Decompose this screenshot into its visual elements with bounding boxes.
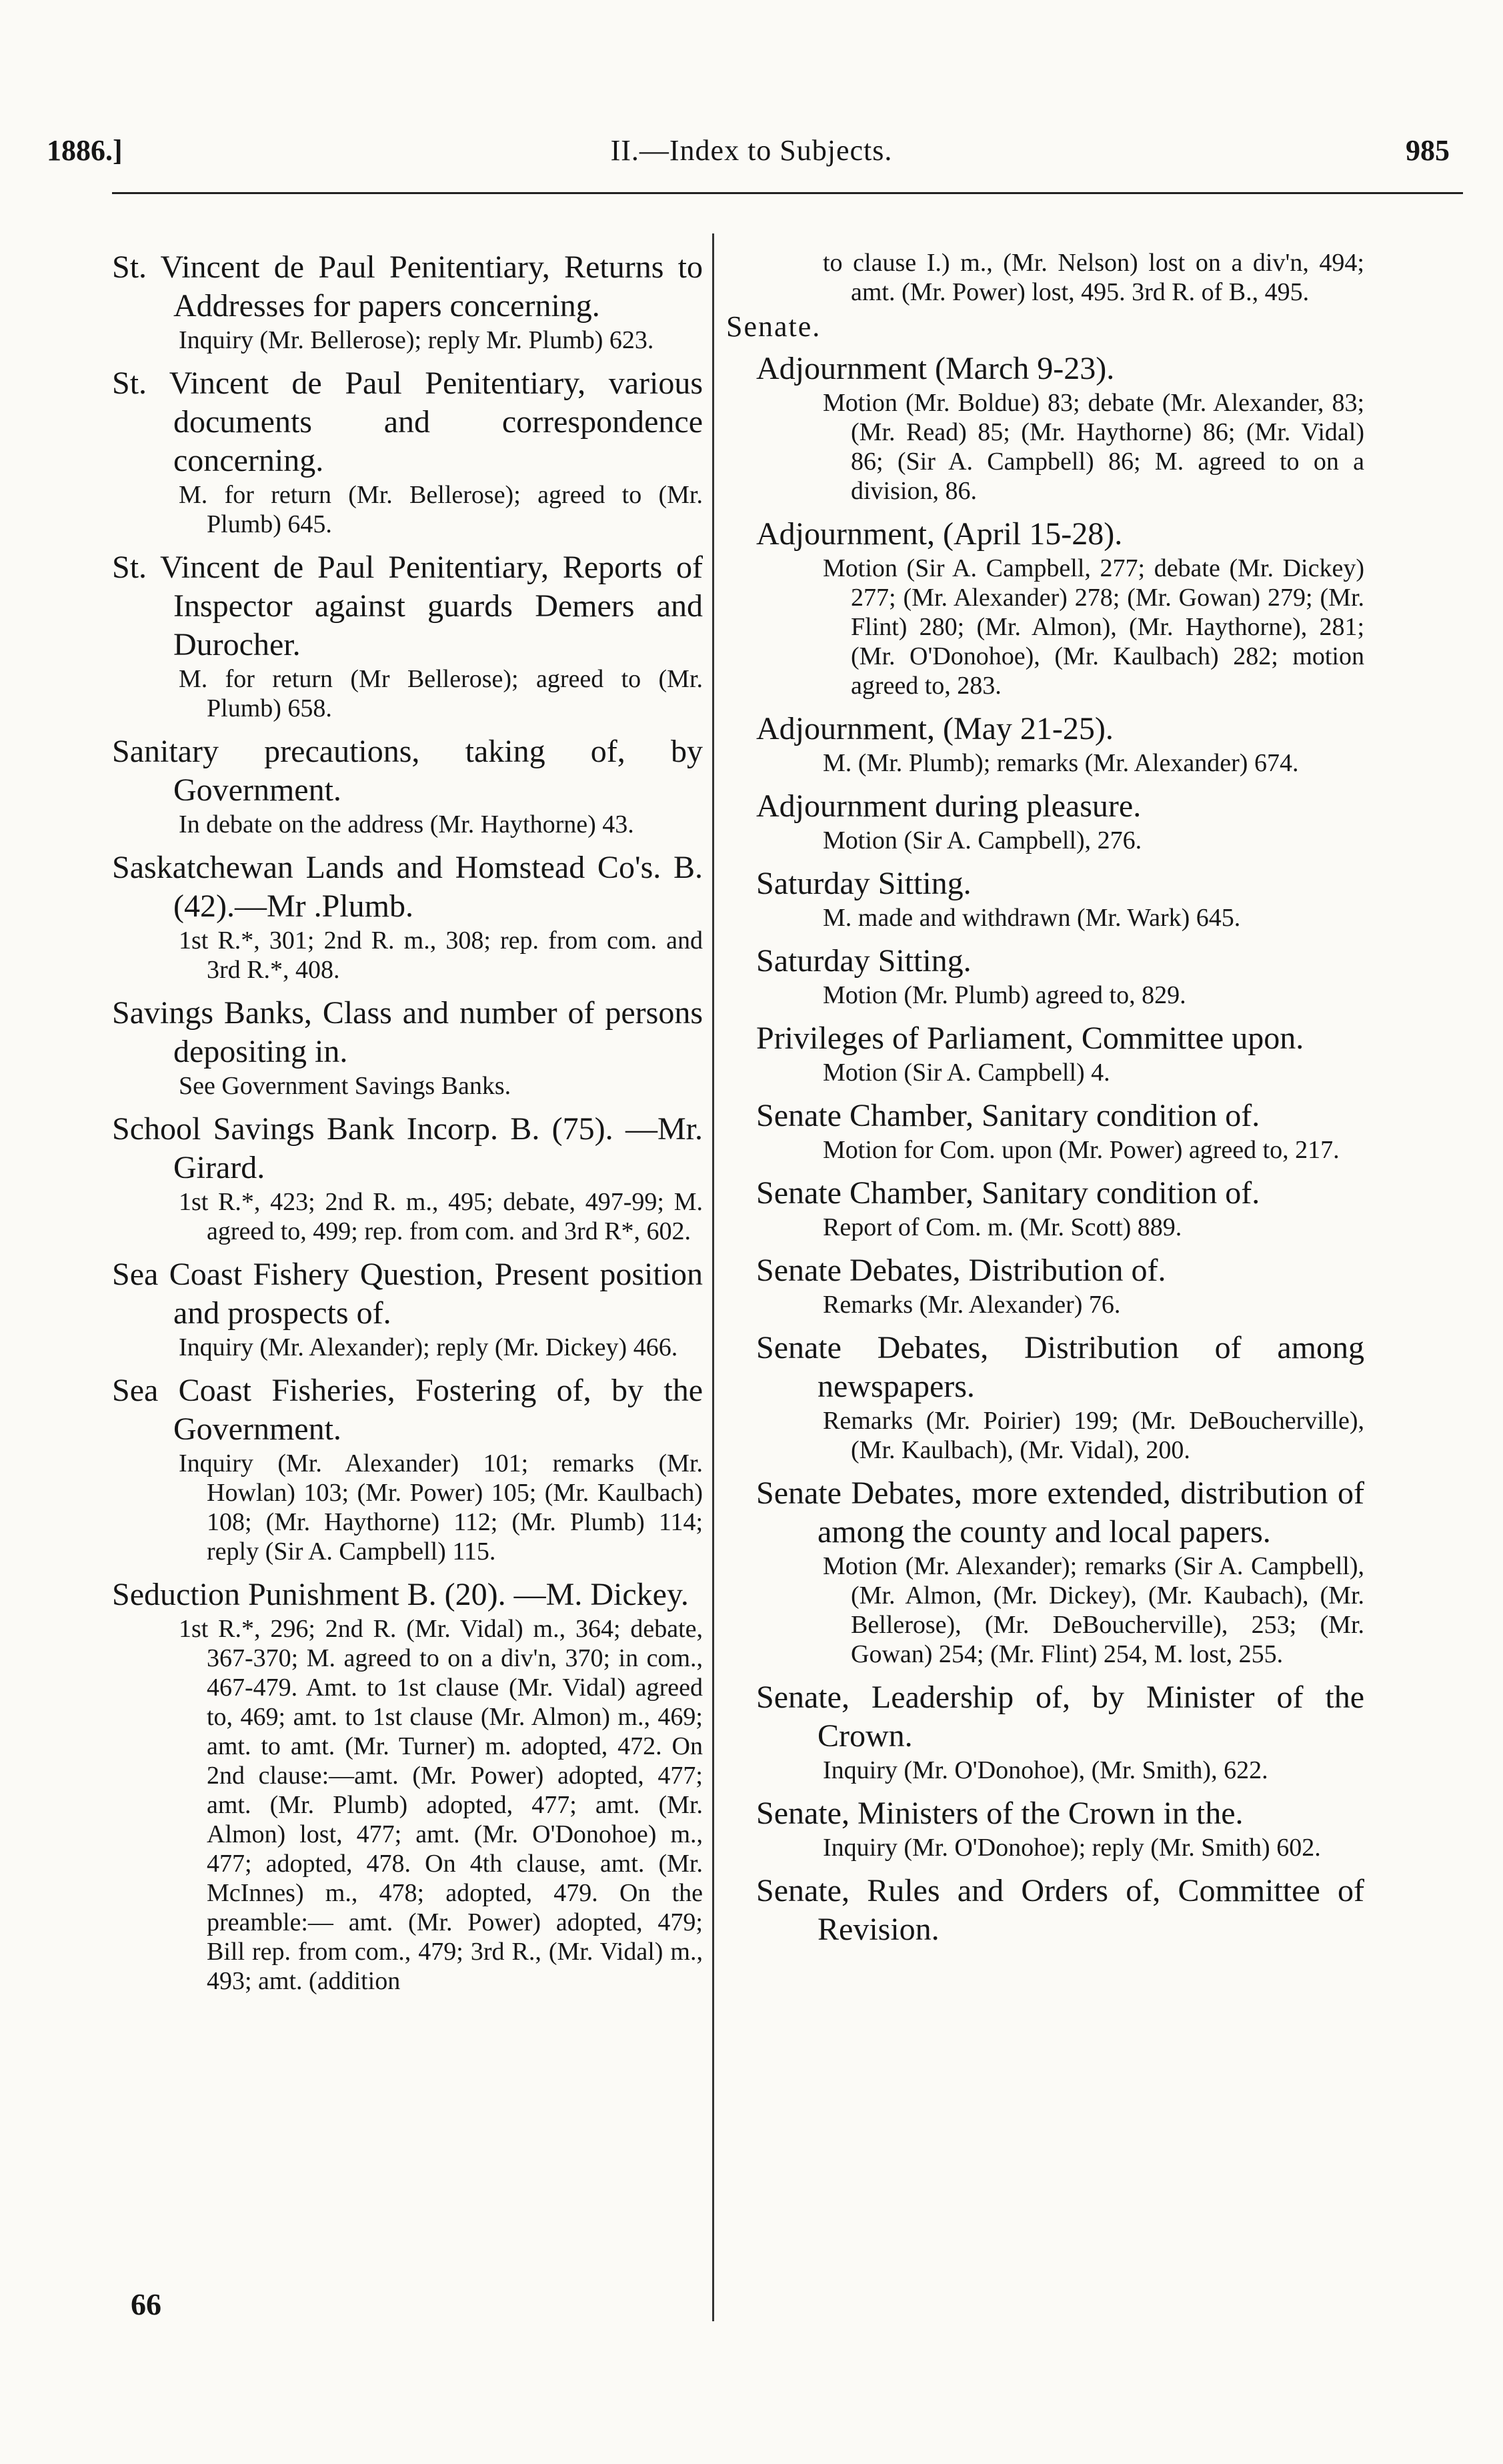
entry-heading: Savings Banks, Class and number of persons depositing in. bbox=[112, 995, 703, 1069]
right-entries bbox=[756, 350, 1364, 1949]
right-column bbox=[726, 248, 1364, 1958]
page-number: 66 bbox=[131, 2287, 161, 2321]
header-year: 1886.] bbox=[47, 134, 123, 167]
index-entry bbox=[756, 1474, 1364, 1669]
entry-heading: Adjournment, (April 15-28). bbox=[756, 516, 1123, 552]
index-entry bbox=[756, 1251, 1364, 1319]
entry-heading: Senate Debates, Distribution of. bbox=[756, 1253, 1166, 1288]
entry-heading: Senate Chamber, Sanitary condition of. bbox=[756, 1175, 1260, 1211]
index-entry bbox=[756, 1678, 1364, 1785]
entry-detail: M. (Mr. Plumb); remarks (Mr. Alexander) 674. bbox=[823, 749, 1299, 777]
header-title: II.—Index to Subjects. bbox=[610, 134, 893, 167]
index-entry bbox=[756, 942, 1364, 1010]
left-column bbox=[112, 248, 703, 2005]
index-entry bbox=[112, 994, 703, 1101]
index-entry bbox=[756, 864, 1364, 933]
entry-heading: Sea Coast Fishery Question, Present position and prospects of. bbox=[112, 1257, 703, 1331]
header-rule bbox=[112, 192, 1463, 194]
index-entry bbox=[756, 350, 1364, 506]
entry-detail: 1st R.*, 296; 2nd R. (Mr. Vidal) m., 364; debate, 367-370; M. agreed to on a div'n, 370; in com., 467-479. Amt. to 1st clause (Mr. Vidal) agreed to, 469; amt. to 1st clause (Mr. Almon) m., 469; amt. to amt. (Mr. Turner) m. adopted, 472. On 2nd clause:—amt. (Mr. Power) adopted, 477; amt. (Mr. Plumb) adopted, 477; amt. (Mr. Almon) lost, 477; amt. (Mr. O'Donohoe) m., 477; adopted, 478. On 4th clause, amt. (Mr. McInnes) m., 478; adopted, 479. On the preamble:— amt. (Mr. Power) adopted, 479; Bill rep. from com., 479; 3rd R., (Mr. Vidal) m., 493; amt. (addition bbox=[179, 1615, 703, 1995]
entry-detail: 1st R.*, 423; 2nd R. m., 495; debate, 497-99; M. agreed to, 499; rep. from com. and 3rd R*, 602. bbox=[179, 1188, 703, 1245]
entry-heading: St. Vincent de Paul Penitentiary, Returns to Addresses for papers concerning. bbox=[112, 249, 703, 324]
entry-detail: In debate on the address (Mr. Haythorne) 43. bbox=[179, 810, 634, 838]
entry-heading: Adjournment during pleasure. bbox=[756, 788, 1142, 824]
entry-heading: Saturday Sitting. bbox=[756, 866, 972, 901]
entry-heading: Senate Debates, more extended, distribution of among the county and local papers. bbox=[756, 1475, 1364, 1550]
entry-detail: Remarks (Mr. Alexander) 76. bbox=[823, 1291, 1121, 1319]
entry-heading: Saskatchewan Lands and Homstead Co's. B. (42).—Mr .Plumb. bbox=[112, 850, 703, 924]
entry-heading: St. Vincent de Paul Penitentiary, various documents and correspondence concerning. bbox=[112, 366, 703, 478]
index-entry bbox=[112, 1255, 703, 1362]
entry-detail: Motion (Mr. Boldue) 83; debate (Mr. Alexander, 83; (Mr. Read) 85; (Mr. Haythorne) 86; (Mr. Vidal) 86; (Sir A. Campbell) 86; M. agreed to on a division, 86. bbox=[823, 389, 1364, 505]
continued-entry-detail: to clause I.) m., (Mr. Nelson) lost on a div'n, 494; amt. (Mr. Power) lost, 495. 3rd R. of B., 495. bbox=[823, 249, 1364, 306]
entry-detail: Motion (Sir A. Campbell), 276. bbox=[823, 826, 1142, 854]
entry-heading: Adjournment (March 9-23). bbox=[756, 351, 1115, 386]
entry-detail: M. for return (Mr. Bellerose); agreed to (Mr. Plumb) 645. bbox=[179, 481, 703, 538]
entry-heading: Adjournment, (May 21-25). bbox=[756, 711, 1114, 746]
index-entry bbox=[756, 1794, 1364, 1862]
index-entry bbox=[756, 1872, 1364, 1949]
entry-heading: Senate, Ministers of the Crown in the. bbox=[756, 1796, 1244, 1831]
entry-detail: Inquiry (Mr. Alexander); reply (Mr. Dickey) 466. bbox=[179, 1333, 678, 1361]
entry-detail: Motion (Sir A. Campbell, 277; debate (Mr. Dickey) 277; (Mr. Alexander) 278; (Mr. Gowan) 279; (Mr. Flint) 280; (Mr. Almon), (Mr. Haythorne), 281; (Mr. O'Donohoe), (Mr. Kaulbach) 282; motion agreed to, 283. bbox=[823, 554, 1364, 700]
entry-heading: Sea Coast Fisheries, Fostering of, by the Government. bbox=[112, 1373, 703, 1447]
entry-heading: St. Vincent de Paul Penitentiary, Reports of Inspector against guards Demers and Durocher. bbox=[112, 550, 703, 662]
entry-detail: Remarks (Mr. Poirier) 199; (Mr. DeBoucherville), (Mr. Kaulbach), (Mr. Vidal), 200. bbox=[823, 1407, 1364, 1464]
index-entry bbox=[112, 548, 703, 723]
entry-detail: Inquiry (Mr. Alexander) 101; remarks (Mr. Howlan) 103; (Mr. Power) 105; (Mr. Kaulbach) 108; (Mr. Haythorne) 112; (Mr. Plumb) 114; reply (Sir A. Campbell) 115. bbox=[179, 1449, 703, 1566]
entry-heading: School Savings Bank Incorp. B. (75). —Mr. Girard. bbox=[112, 1111, 703, 1185]
entry-detail: Inquiry (Mr. Bellerose); reply Mr. Plumb) 623. bbox=[179, 326, 654, 354]
index-entry bbox=[756, 1329, 1364, 1465]
column-divider bbox=[712, 233, 714, 2321]
index-entry bbox=[756, 1174, 1364, 1242]
entry-heading: Senate Debates, Distribution of among newspapers. bbox=[756, 1330, 1364, 1404]
index-entry bbox=[112, 732, 703, 839]
index-entry bbox=[112, 1371, 703, 1566]
index-entry bbox=[756, 1019, 1364, 1087]
entry-heading: Senate Chamber, Sanitary condition of. bbox=[756, 1098, 1260, 1133]
index-entry bbox=[112, 364, 703, 539]
entry-detail: Motion (Mr. Plumb) agreed to, 829. bbox=[823, 981, 1186, 1009]
entry-heading: Seduction Punishment B. (20). —M. Dickey. bbox=[112, 1577, 689, 1612]
entry-detail: Motion (Sir A. Campbell) 4. bbox=[823, 1059, 1110, 1087]
page-header bbox=[40, 133, 1463, 180]
index-entry bbox=[112, 1110, 703, 1246]
entry-heading: Senate, Rules and Orders of, Committee of Revision. bbox=[756, 1873, 1364, 1947]
index-entry bbox=[112, 848, 703, 985]
entry-detail: 1st R.*, 301; 2nd R. m., 308; rep. from com. and 3rd R.*, 408. bbox=[179, 927, 703, 984]
entry-detail: Inquiry (Mr. O'Donohoe); reply (Mr. Smith) 602. bbox=[823, 1834, 1321, 1862]
entry-detail: Motion for Com. upon (Mr. Power) agreed to, 217. bbox=[823, 1136, 1340, 1164]
index-entry bbox=[112, 248, 703, 355]
index-entry bbox=[756, 1097, 1364, 1165]
entry-detail: See Government Savings Banks. bbox=[179, 1072, 511, 1100]
entry-heading: Senate, Leadership of, by Minister of the Crown. bbox=[756, 1680, 1364, 1754]
entry-detail: Report of Com. m. (Mr. Scott) 889. bbox=[823, 1213, 1182, 1241]
entry-detail: Inquiry (Mr. O'Donohoe), (Mr. Smith), 622. bbox=[823, 1756, 1268, 1784]
entry-heading: Privileges of Parliament, Committee upon. bbox=[756, 1021, 1304, 1056]
section-heading: Senate. bbox=[726, 310, 822, 343]
entry-heading: Saturday Sitting. bbox=[756, 943, 972, 979]
index-entry bbox=[756, 710, 1364, 778]
index-entry bbox=[112, 1576, 703, 1996]
index-entry bbox=[756, 787, 1364, 855]
index-entry bbox=[756, 515, 1364, 700]
entry-heading: Sanitary precautions, taking of, by Government. bbox=[112, 734, 703, 808]
entry-detail: M. made and withdrawn (Mr. Wark) 645. bbox=[823, 904, 1241, 932]
entry-detail: M. for return (Mr Bellerose); agreed to (Mr. Plumb) 658. bbox=[179, 665, 703, 722]
header-page-number: 985 bbox=[1406, 134, 1450, 167]
entry-detail: Motion (Mr. Alexander); remarks (Sir A. Campbell), (Mr. Almon, (Mr. Dickey), (Mr. Kaubach), (Mr. Bellerose), (Mr. DeBoucherville), 253; (Mr. Gowan) 254; (Mr. Flint) 254, M. lost, 255. bbox=[823, 1552, 1364, 1668]
